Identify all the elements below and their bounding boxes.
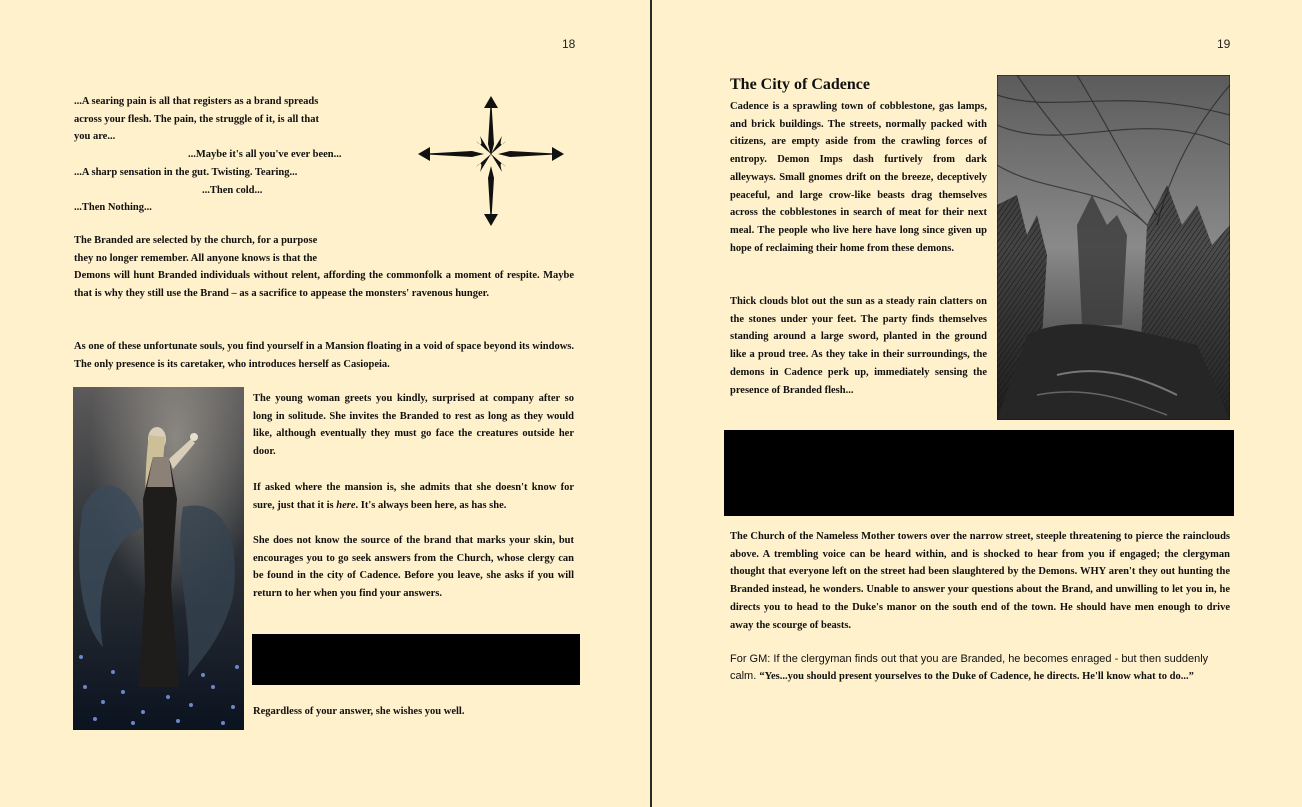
left-page — [0, 0, 650, 807]
intro-line: ...Maybe it's all you've ever been... — [188, 149, 342, 161]
redacted-block — [724, 430, 1234, 516]
right-page — [652, 0, 1302, 807]
illustration-image — [73, 387, 244, 730]
branded-paragraph — [74, 232, 574, 303]
text-run: . It's always been here, as has she. — [355, 499, 507, 511]
paragraph-line: The Branded are selected by the church, for a purpose — [74, 235, 318, 246]
gm-note-text: For GM: If the clergyman finds out that you are Branded, he becomes enraged - but then suddenly calm. — [730, 653, 1209, 682]
city-illustration-image — [997, 75, 1230, 420]
intro-line: ...Then Nothing... — [74, 202, 152, 214]
intro-line: ...A searing pain is all that registers as a brand spreads — [74, 96, 319, 107]
page-number: 18 — [562, 37, 576, 51]
gm-note-quote: “Yes...you should present yourselves to the Duke of Cadence, he directs. He'll know what to do...” — [759, 671, 1194, 682]
section-heading: The City of Cadence — [730, 76, 870, 93]
emphasis-text: here — [336, 499, 356, 511]
redacted-block — [252, 634, 580, 685]
asked-paragraph — [253, 479, 574, 514]
cadence-paragraph: Cadence is a sprawling town of cobblestone, gas lamps, and brick buildings. The streets, normally packed with citizens, are empty aside from the crawling forces of entropy. Demon Imps dash furtively from dark alleyways. Small gnomes drift on the breeze, deceptively peaceful, and large crow-like beasts drag themselves across the cobblestones in search of meat for their next meal. The people who live here have long since given up hope of reclaiming their home from these demons. — [730, 101, 987, 254]
paragraph-text: Demons will hunt Branded individuals without relent, affording the commonfolk a moment of respite. Maybe that is why they still use the Brand – as a sacrifice to appease the monsters' ravenous hunger. — [74, 270, 574, 300]
source-paragraph: She does not know the source of the brand that marks your skin, but encourages you to go seek answers from the Church, whose clergy can be found in the city of Cadence. Before you leave, she asks if you will return to her when you find your answers. — [253, 535, 574, 600]
mansion-paragraph: As one of these unfortunate souls, you find yourself in a Mansion floating in a void of space beyond its windows. The only presence is its caretaker, who introduces herself as Casiopeia. — [74, 341, 574, 370]
page-number: 19 — [1217, 37, 1231, 51]
intro-line: ...Then cold... — [202, 184, 263, 196]
clouds-paragraph: Thick clouds blot out the sun as a steady rain clatters on the stones under your feet. The party finds themselves standing around a large sword, planted in the ground like a proud tree. As they take in their surroundings, the demons in Cadence perk up, immediately sensing the presence of Branded flesh... — [730, 296, 987, 396]
intro-line: you are... — [74, 131, 116, 143]
text-run: If asked where the mansion is, she admits that she doesn't know for sure, just that it is — [253, 482, 574, 511]
intro-line: ...A sharp sensation in the gut. Twisting. Tearing... — [74, 166, 298, 178]
greets-paragraph: The young woman greets you kindly, surprised at company after so long in solitude. She invites the Branded to rest as long as they would like, although eventually they must go face the creatures outside her door. — [253, 393, 574, 458]
paragraph-line: they no longer remember. All anyone knows is that the — [74, 252, 318, 264]
intro-poem — [74, 93, 374, 217]
compass-star-icon — [418, 96, 564, 226]
gm-note — [730, 651, 1230, 685]
church-paragraph: The Church of the Nameless Mother towers over the narrow street, steeple threatening to pierce the rainclouds above. A trembling voice can be heard within, and is shocked to hear from you if engaged; the clergyman thought that everyone left on the street had been slaughtered by the Demons. WHY aren't they out hunting the Branded instead, he wonders. Unable to answer your questions about the Brand, and unwilling to let you in, he directs you to head to the Duke's manor on the south end of the town. He should have men enough to drive away the scourge of beasts. — [730, 531, 1230, 631]
regardless-text: Regardless of your answer, she wishes you well. — [253, 706, 465, 717]
intro-line: across your flesh. The pain, the struggle of it, is all that — [74, 113, 320, 125]
